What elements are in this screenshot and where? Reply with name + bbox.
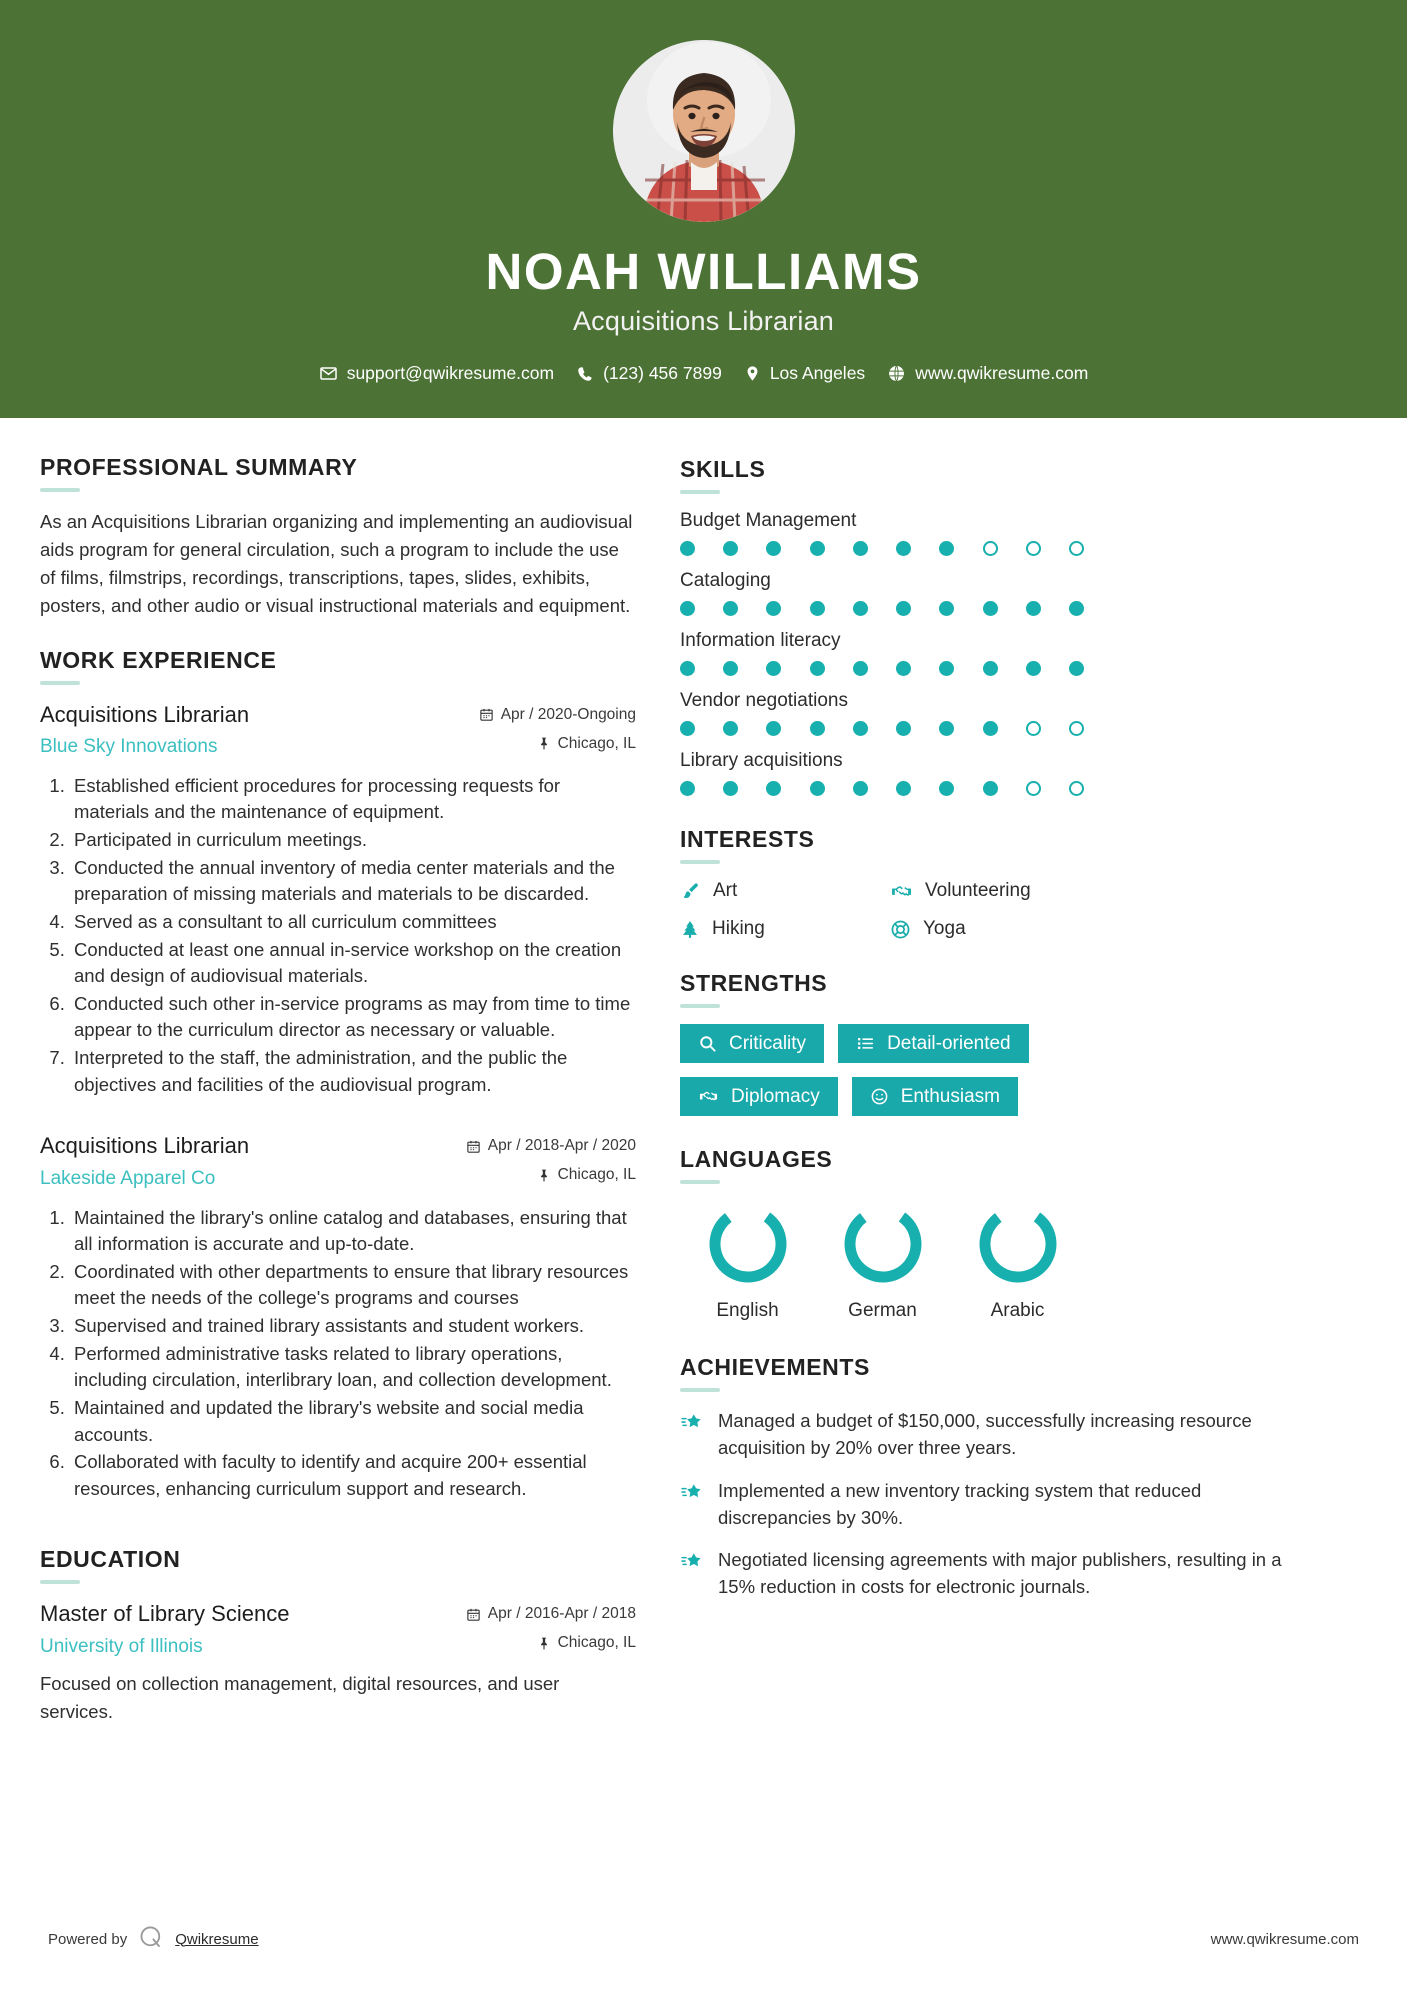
skill-dot-filled xyxy=(853,781,868,796)
section-achievements xyxy=(680,1354,1308,1601)
education-dates-text: Apr / 2016-Apr / 2018 xyxy=(487,1605,636,1623)
work-dates xyxy=(466,1137,636,1155)
page-title: NOAH WILLIAMS xyxy=(485,243,922,300)
skill-dot-filled xyxy=(896,721,911,736)
work-dates-text: Apr / 2018-Apr / 2020 xyxy=(487,1137,636,1155)
calendar-icon xyxy=(479,707,494,722)
summary-text: As an Acquisitions Librarian organizing and implementing an audiovisual aids program for general circulation, such a program to include the use of films, filmstrips, recordings, transcriptions, tapes, slides, exhibits, posters, and other audio or visual instructional materials and equipment. xyxy=(40,511,633,617)
skill-dot-filled xyxy=(983,781,998,796)
job-title: Acquisitions Librarian xyxy=(572,306,835,337)
work-bullets xyxy=(40,1205,636,1503)
heading-rule xyxy=(680,1180,720,1184)
skill-rating xyxy=(680,541,1084,556)
resume-body xyxy=(0,418,1407,1752)
work-bullet: 5. Maintained and updated the library's website and social media accounts. xyxy=(70,1395,636,1448)
powered-by-label: Powered by xyxy=(48,1930,128,1948)
skill-name: Vendor negotiations xyxy=(680,690,848,712)
section-heading: LANGUAGES xyxy=(680,1146,833,1173)
work-company[interactable]: Blue Sky Innovations xyxy=(40,736,218,758)
skill-dot-filled xyxy=(1069,661,1084,676)
section-heading: EDUCATION xyxy=(40,1546,181,1573)
handshake-icon xyxy=(698,1087,719,1106)
skill-dot-empty xyxy=(983,541,998,556)
work-bullet: 2. Coordinated with other departments to ensure that library resources meet the needs of the college's programs and courses xyxy=(70,1259,636,1312)
interest-label: Hiking xyxy=(712,918,765,940)
skill-dot-filled xyxy=(853,661,868,676)
skill-dot-filled xyxy=(939,781,954,796)
work-bullet: 7. Interpreted to the staff, the administration, and the public the objectives and facilities of the audiovisual program. xyxy=(70,1045,636,1098)
interest-item xyxy=(680,880,890,902)
education-school[interactable]: University of Illinois xyxy=(40,1636,203,1658)
skill-item xyxy=(680,750,1308,796)
work-bullet: 5. Conducted at least one annual in-service workshop on the creation and design of audiovisual materials. xyxy=(70,937,636,990)
heading-rule xyxy=(680,1004,720,1008)
achievement-text: Managed a budget of $150,000, successfully increasing resource acquisition by 20% over three years. xyxy=(718,1410,1252,1458)
heading-rule xyxy=(40,681,80,685)
avatar-photo xyxy=(613,40,795,222)
language-item xyxy=(950,1200,1085,1322)
work-location-text: Chicago, IL xyxy=(557,1166,636,1184)
pushpin-icon xyxy=(537,1168,551,1183)
footer-url[interactable]: www.qwikresume.com xyxy=(1210,1930,1359,1948)
skill-dot-filled xyxy=(896,781,911,796)
skill-rating xyxy=(680,721,1084,736)
heading-rule xyxy=(40,488,80,492)
skill-dot-filled xyxy=(680,661,695,676)
strength-label: Criticality xyxy=(729,1033,807,1055)
section-heading: SKILLS xyxy=(680,456,766,483)
work-bullet: 3. Conducted the annual inventory of media center materials and the preparation of missing materials and materials to be discarded. xyxy=(70,855,636,908)
interest-label: Yoga xyxy=(923,918,966,940)
interest-label: Volunteering xyxy=(925,880,1031,902)
work-bullet: 6. Conducted such other in-service programs as may from time to time appear to the curriculum director as necessary or valuable. xyxy=(70,991,636,1044)
language-progress-ring xyxy=(839,1200,927,1288)
shooting-star-icon xyxy=(680,1478,704,1504)
strength-badge-criticality[interactable] xyxy=(680,1024,824,1063)
work-role: Acquisitions Librarian xyxy=(40,1133,250,1159)
skill-item xyxy=(680,630,1308,676)
skill-dot-filled xyxy=(939,721,954,736)
skill-dot-empty xyxy=(1026,541,1041,556)
skill-rating xyxy=(680,781,1084,796)
work-bullet: 1. Established efficient procedures for processing requests for materials and the maintenance of equipment. xyxy=(70,773,636,826)
section-strengths xyxy=(680,970,1308,1116)
skill-dot-filled xyxy=(810,781,825,796)
language-item xyxy=(815,1200,950,1322)
skill-dot-filled xyxy=(939,601,954,616)
achievement-text: Negotiated licensing agreements with major publishers, resulting in a 15% reduction in costs for electronic journals. xyxy=(718,1549,1282,1598)
magnifier-icon xyxy=(698,1034,717,1053)
contact-email-text: support@qwikresume.com xyxy=(346,363,555,384)
contact-email[interactable] xyxy=(313,363,560,384)
work-role: Acquisitions Librarian xyxy=(40,701,250,727)
section-interests xyxy=(680,826,1308,940)
contact-website-text: www.qwikresume.com xyxy=(915,363,1089,384)
language-name: Arabic xyxy=(990,1300,1045,1322)
achievement-item xyxy=(680,1478,1308,1532)
shooting-star-icon xyxy=(680,1408,704,1434)
education-location-text: Chicago, IL xyxy=(557,1634,636,1652)
resume-header xyxy=(0,0,1407,418)
pushpin-icon xyxy=(537,1636,551,1651)
language-progress-ring xyxy=(704,1200,792,1288)
skill-dot-filled xyxy=(680,601,695,616)
skill-dot-empty xyxy=(1069,781,1084,796)
calendar-icon xyxy=(466,1139,481,1154)
skill-dot-filled xyxy=(766,721,781,736)
skill-dot-filled xyxy=(983,661,998,676)
work-entry xyxy=(40,1132,636,1502)
language-name: English xyxy=(716,1300,779,1322)
skill-dot-filled xyxy=(1026,661,1041,676)
skill-name: Library acquisitions xyxy=(680,750,843,772)
handshake-icon xyxy=(890,881,913,902)
skill-dot-filled xyxy=(680,781,695,796)
left-column xyxy=(40,454,636,1752)
achievements-list xyxy=(680,1408,1308,1601)
skill-rating xyxy=(680,601,1084,616)
skill-dot-filled xyxy=(939,661,954,676)
globe-icon xyxy=(887,364,906,383)
location-pin-icon xyxy=(744,364,761,383)
section-skills xyxy=(680,456,1308,796)
skill-item xyxy=(680,690,1308,736)
skill-name: Information literacy xyxy=(680,630,841,652)
paintbrush-icon xyxy=(680,881,701,902)
skill-dot-filled xyxy=(896,661,911,676)
section-professional-summary xyxy=(40,454,636,620)
skill-dot-filled xyxy=(680,721,695,736)
interest-item xyxy=(890,918,1308,940)
phone-icon xyxy=(576,365,594,383)
skill-dot-filled xyxy=(766,541,781,556)
skill-dot-filled xyxy=(723,601,738,616)
contact-website[interactable] xyxy=(881,363,1094,384)
skill-dot-filled xyxy=(723,541,738,556)
education-dates xyxy=(466,1605,636,1623)
achievement-text: Implemented a new inventory tracking system that reduced discrepancies by 30%. xyxy=(718,1479,1202,1528)
qwikresume-link[interactable]: Qwikresume xyxy=(175,1930,259,1948)
achievement-item xyxy=(680,1408,1308,1462)
strength-badge-diplomacy[interactable] xyxy=(680,1077,838,1116)
strength-badge-detail-oriented[interactable] xyxy=(838,1024,1029,1063)
skill-dot-filled xyxy=(766,661,781,676)
skill-dot-filled xyxy=(680,541,695,556)
lifebuoy-icon xyxy=(890,919,911,940)
work-bullet: 1. Maintained the library's online catalog and databases, ensuring that all information is accurate and up-to-date. xyxy=(70,1205,636,1258)
skill-dot-filled xyxy=(723,781,738,796)
interest-item xyxy=(890,880,1308,902)
section-heading: PROFESSIONAL SUMMARY xyxy=(40,454,358,481)
skill-dot-filled xyxy=(853,721,868,736)
skill-dot-filled xyxy=(853,601,868,616)
skill-dot-filled xyxy=(983,601,998,616)
strength-label: Diplomacy xyxy=(731,1086,820,1108)
right-column xyxy=(680,454,1308,1752)
education-description: Focused on collection management, digital resources, and user services. xyxy=(40,1672,560,1722)
strength-label: Enthusiasm xyxy=(900,1086,1000,1108)
section-heading: INTERESTS xyxy=(680,826,815,853)
skill-dot-empty xyxy=(1069,541,1084,556)
work-bullet: 4. Served as a consultant to all curriculum committees xyxy=(70,909,636,936)
section-heading: STRENGTHS xyxy=(680,970,828,997)
skill-dot-filled xyxy=(766,781,781,796)
heading-rule xyxy=(40,1580,80,1584)
skill-dot-filled xyxy=(810,661,825,676)
skill-dot-filled xyxy=(810,541,825,556)
list-icon xyxy=(856,1034,875,1053)
contact-location[interactable] xyxy=(738,363,871,384)
contact-phone-text: (123) 456 7899 xyxy=(603,363,722,384)
skill-dot-filled xyxy=(853,541,868,556)
language-progress-ring xyxy=(974,1200,1062,1288)
work-bullets xyxy=(40,773,636,1099)
skill-dot-empty xyxy=(1026,721,1041,736)
strength-label: Detail-oriented xyxy=(887,1033,1011,1055)
section-work-experience xyxy=(40,647,636,1503)
pushpin-icon xyxy=(537,736,551,751)
tree-icon xyxy=(680,919,700,940)
work-company[interactable]: Lakeside Apparel Co xyxy=(40,1167,216,1189)
section-heading: WORK EXPERIENCE xyxy=(40,646,277,673)
interests-grid xyxy=(680,880,1308,940)
skill-name: Cataloging xyxy=(680,570,771,592)
education-location xyxy=(466,1634,636,1652)
skill-dot-filled xyxy=(723,661,738,676)
smiley-icon xyxy=(870,1087,889,1106)
qwikresume-logo-icon xyxy=(138,1924,164,1954)
language-item xyxy=(680,1200,815,1322)
skill-dot-filled xyxy=(766,601,781,616)
work-bullet: 6. Collaborated with faculty to identify and acquire 200+ essential resources, enhancing curriculum support and research. xyxy=(70,1449,636,1502)
skill-dot-filled xyxy=(896,601,911,616)
calendar-icon xyxy=(466,1607,481,1622)
achievement-item xyxy=(680,1547,1308,1601)
heading-rule xyxy=(680,860,720,864)
section-education xyxy=(40,1546,636,1726)
heading-rule xyxy=(680,1388,720,1392)
skill-dot-filled xyxy=(983,721,998,736)
skill-dot-filled xyxy=(810,601,825,616)
work-location xyxy=(479,735,636,753)
work-bullet: 4. Performed administrative tasks related to library operations, including circulation, interlibrary loan, and collection development. xyxy=(70,1341,636,1394)
work-dates xyxy=(479,706,636,724)
skill-dot-filled xyxy=(1026,601,1041,616)
skill-dot-empty xyxy=(1069,721,1084,736)
skill-dot-filled xyxy=(810,721,825,736)
skill-item xyxy=(680,510,1308,556)
section-heading: ACHIEVEMENTS xyxy=(680,1354,870,1381)
work-dates-text: Apr / 2020-Ongoing xyxy=(500,705,636,723)
work-entry xyxy=(40,701,636,1099)
skill-dot-empty xyxy=(1026,781,1041,796)
email-icon xyxy=(319,364,338,383)
powered-by xyxy=(48,1924,259,1954)
skills-list xyxy=(680,510,1308,796)
skill-rating xyxy=(680,661,1084,676)
interest-item xyxy=(680,918,890,940)
education-entry xyxy=(40,1600,636,1726)
heading-rule xyxy=(680,490,720,494)
skill-item xyxy=(680,570,1308,616)
contact-location-text: Los Angeles xyxy=(769,363,866,384)
avatar xyxy=(613,40,795,222)
language-name: German xyxy=(848,1300,917,1322)
strength-badge-enthusiasm[interactable] xyxy=(852,1077,1018,1116)
education-degree: Master of Library Science xyxy=(40,1601,290,1627)
skill-dot-filled xyxy=(723,721,738,736)
work-bullet: 3. Supervised and trained library assistants and student workers. xyxy=(70,1313,636,1340)
strengths-list xyxy=(680,1024,1100,1116)
languages-list xyxy=(680,1200,1308,1322)
contact-row xyxy=(0,363,1407,384)
page-footer xyxy=(0,1924,1407,1954)
skill-dot-filled xyxy=(1069,601,1084,616)
shooting-star-icon xyxy=(680,1547,704,1573)
skill-dot-filled xyxy=(939,541,954,556)
contact-phone[interactable] xyxy=(570,363,728,384)
work-location-text: Chicago, IL xyxy=(557,734,636,752)
interest-label: Art xyxy=(713,880,738,902)
skill-dot-filled xyxy=(896,541,911,556)
skill-name: Budget Management xyxy=(680,510,857,532)
work-bullet: 2. Participated in curriculum meetings. xyxy=(70,827,636,854)
work-location xyxy=(466,1166,636,1184)
section-languages xyxy=(680,1146,1308,1322)
